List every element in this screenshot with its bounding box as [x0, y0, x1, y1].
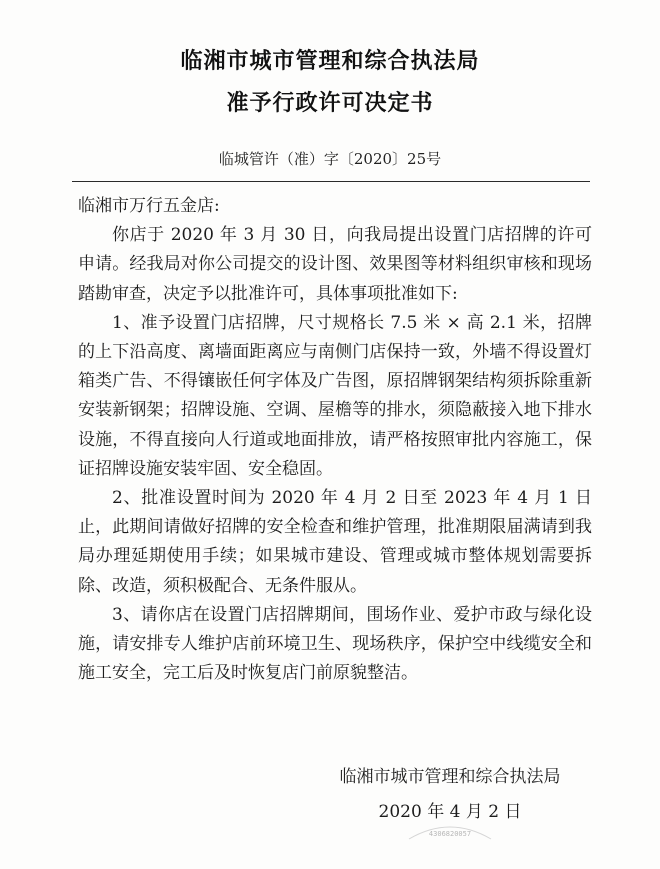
header-divider — [72, 181, 590, 182]
intro-paragraph: 你店于 2020 年 3 月 30 日，向我局提出设置门店招牌的许可申请。经我局对你公司提交的设计图、效果图等材料组织审核和现场踏勘审查，决定予以批准许可，具体事项批准如下: — [78, 225, 592, 304]
document-body — [78, 192, 592, 688]
addressee-line: 临湘市万行五金店: — [78, 196, 220, 216]
document-type-title: 准予行政许可决定书 — [226, 91, 434, 116]
document-number: 临城管许（准）字〔2020〕25号 — [218, 150, 442, 168]
item-3-paragraph: 3、请你店在设置门店招牌期间，围场作业、爱护市政与绿化设施，请安排专人维护店前环境卫生、现场秩序，保护空中线缆安全和施工安全，完工后及时恢复店门前原貌整洁。 — [78, 604, 592, 684]
signature-organization: 临湘市城市管理和综合执法局 — [339, 767, 561, 787]
issuer-title: 临湘市城市管理和综合执法局 — [180, 49, 480, 74]
item-2-paragraph: 2、批准设置时间为 2020 年 4 月 2 日至 2023 年 4 月 1 日止，此期间请做好招牌的安全检查和维护管理，批准期限届满请到我局办理延期使用手续；如果城市建设、管理或城市整体规划需要拆除、改造，须积极配合、无条件服从。 — [78, 488, 592, 596]
stamp-number-text: 4306820057 — [428, 830, 472, 838]
item-1-paragraph: 1、准予设置门店招牌，尺寸规格长 7.5 米 × 高 2.1 米，招牌的上下沿高度、离墙面距离应与南侧门店保持一致，外墙不得设置灯箱类广告、不得镶嵌任何字体及广告图，原招牌钢架结构须拆除重新安装新钢架；招牌设施、空调、屋檐等的排水，须隐蔽接入地下排水设施，不得直接向人行道或地面排放，请严格按照审批内容施工，保证招牌设施安装牢固、安全稳固。 — [78, 312, 592, 479]
signature-date: 2020 年 4 月 2 日 — [378, 802, 522, 822]
faint-stamp-trace — [405, 812, 495, 842]
